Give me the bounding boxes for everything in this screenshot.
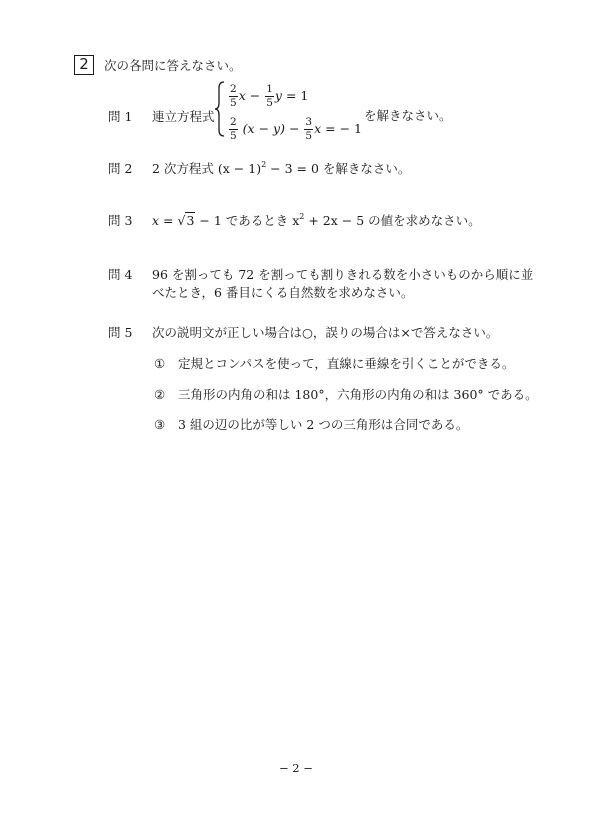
q5-item-3-text: 3 組の辺の比が等しい 2 つの三角形は合同である。	[178, 417, 469, 432]
q1-title: 連立方程式	[152, 109, 215, 124]
sqrt-symbol: √3	[177, 213, 195, 228]
q4-label: 問 4	[108, 267, 133, 282]
q2-label: 問 2	[108, 161, 133, 176]
page-number: − 2 −	[279, 761, 313, 775]
eq1-fraction-1: $\frac{2}{5}$	[230, 83, 237, 109]
q5-instruction: 次の説明文が正しい場合は○，誤りの場合は×で答えなさい。	[152, 325, 499, 340]
eq2-fraction-1: $\frac{2}{5}$	[230, 116, 237, 142]
q5-item-2-marker: ②	[154, 387, 166, 402]
q5-label: 問 5	[108, 325, 133, 340]
q1-tail: を解きなさい。	[364, 108, 452, 123]
q5-item-3-marker: ③	[154, 417, 166, 432]
eq2-fraction-2: $\frac{3}{5}$	[305, 116, 313, 142]
q4-line-2: べたとき，6 番目にくる自然数を求めなさい。	[152, 285, 414, 300]
q1-equation-2: $\frac{2}{5}$ (x − y) − $\frac{3}{5}$ x = − 1	[230, 116, 363, 142]
q2-text: 2 次方程式 $(x - 1)^2 - 3 = 0$ を解きなさい。	[152, 160, 411, 176]
q3-label: 問 3	[108, 213, 133, 228]
section-instruction: 次の各問に答えなさい。	[104, 58, 242, 73]
left-brace-icon	[214, 81, 226, 137]
eq1-fraction-2: $\frac{1}{5}$	[266, 83, 273, 109]
q5-item-2-text: 三角形の内角の和は 180°，六角形の内角の和は 360° である。	[178, 387, 538, 402]
q1-label: 問 1	[108, 109, 133, 124]
q1-equation-1: $\frac{2}{5}$ x − $\frac{1}{5}$ y = 1	[230, 83, 309, 109]
q4-line-1: 96 を割っても 72 を割っても割りきれる数を小さいものから順に並	[152, 267, 534, 282]
q5-item-1-text: 定規とコンパスを使って，直線に垂線を引くことができる。	[178, 356, 515, 371]
q5-item-1-marker: ①	[154, 356, 166, 371]
section-number-box: 2	[74, 55, 94, 75]
q3-text: x = √3 − 1 であるとき $x^2 + 2x - 5$ の値を求めなさい。	[152, 212, 481, 228]
